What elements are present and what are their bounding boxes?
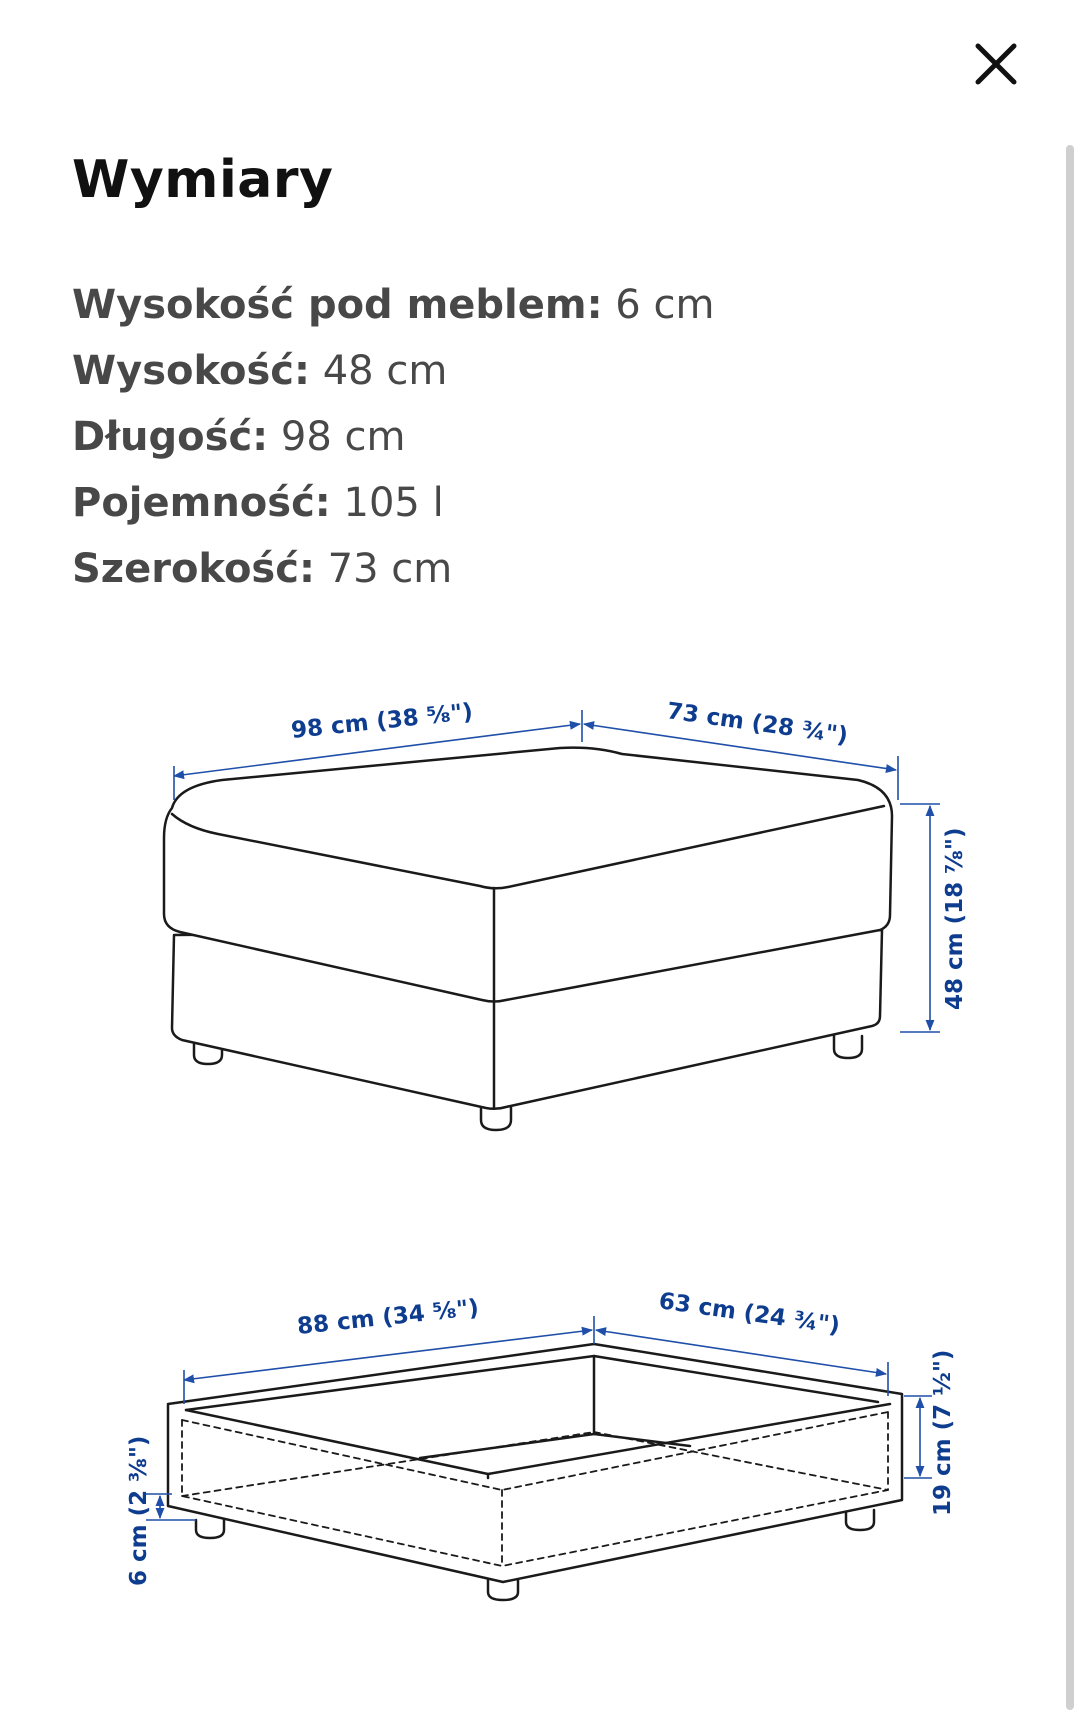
page-title: Wymiary (72, 150, 334, 210)
scrollbar[interactable] (1066, 145, 1074, 1710)
storage-box-length-label: 88 cm (34 ⅝") (295, 1295, 481, 1340)
dimension-label: Długość: (72, 414, 269, 460)
dimension-value: 98 cm (280, 414, 406, 460)
footstool-width-label: 73 cm (28 ¾") (665, 698, 850, 750)
footstool-illustration (164, 748, 892, 1130)
storage-box-depth-label: 19 cm (7 ½") (930, 1349, 956, 1516)
footstool-height-label: 48 cm (18 ⅞") (942, 827, 968, 1010)
footstool-length-label: 98 cm (38 ⅝") (289, 699, 475, 744)
dimension-value: 48 cm (322, 348, 448, 394)
dimension-value: 105 l (343, 480, 444, 526)
dimension-label: Szerokość: (72, 546, 315, 592)
dimension-value: 6 cm (615, 282, 715, 328)
dimension-label: Pojemność: (72, 480, 331, 526)
storage-box-illustration (168, 1344, 902, 1600)
storage-box-width-label: 63 cm (24 ¾") (657, 1288, 842, 1340)
storage-box-leg-height-label: 6 cm (2 ⅜") (126, 1435, 152, 1586)
dimension-value: 73 cm (327, 546, 453, 592)
dimension-label: Wysokość: (72, 348, 311, 394)
dimension-label: Wysokość pod meblem: (72, 282, 603, 328)
